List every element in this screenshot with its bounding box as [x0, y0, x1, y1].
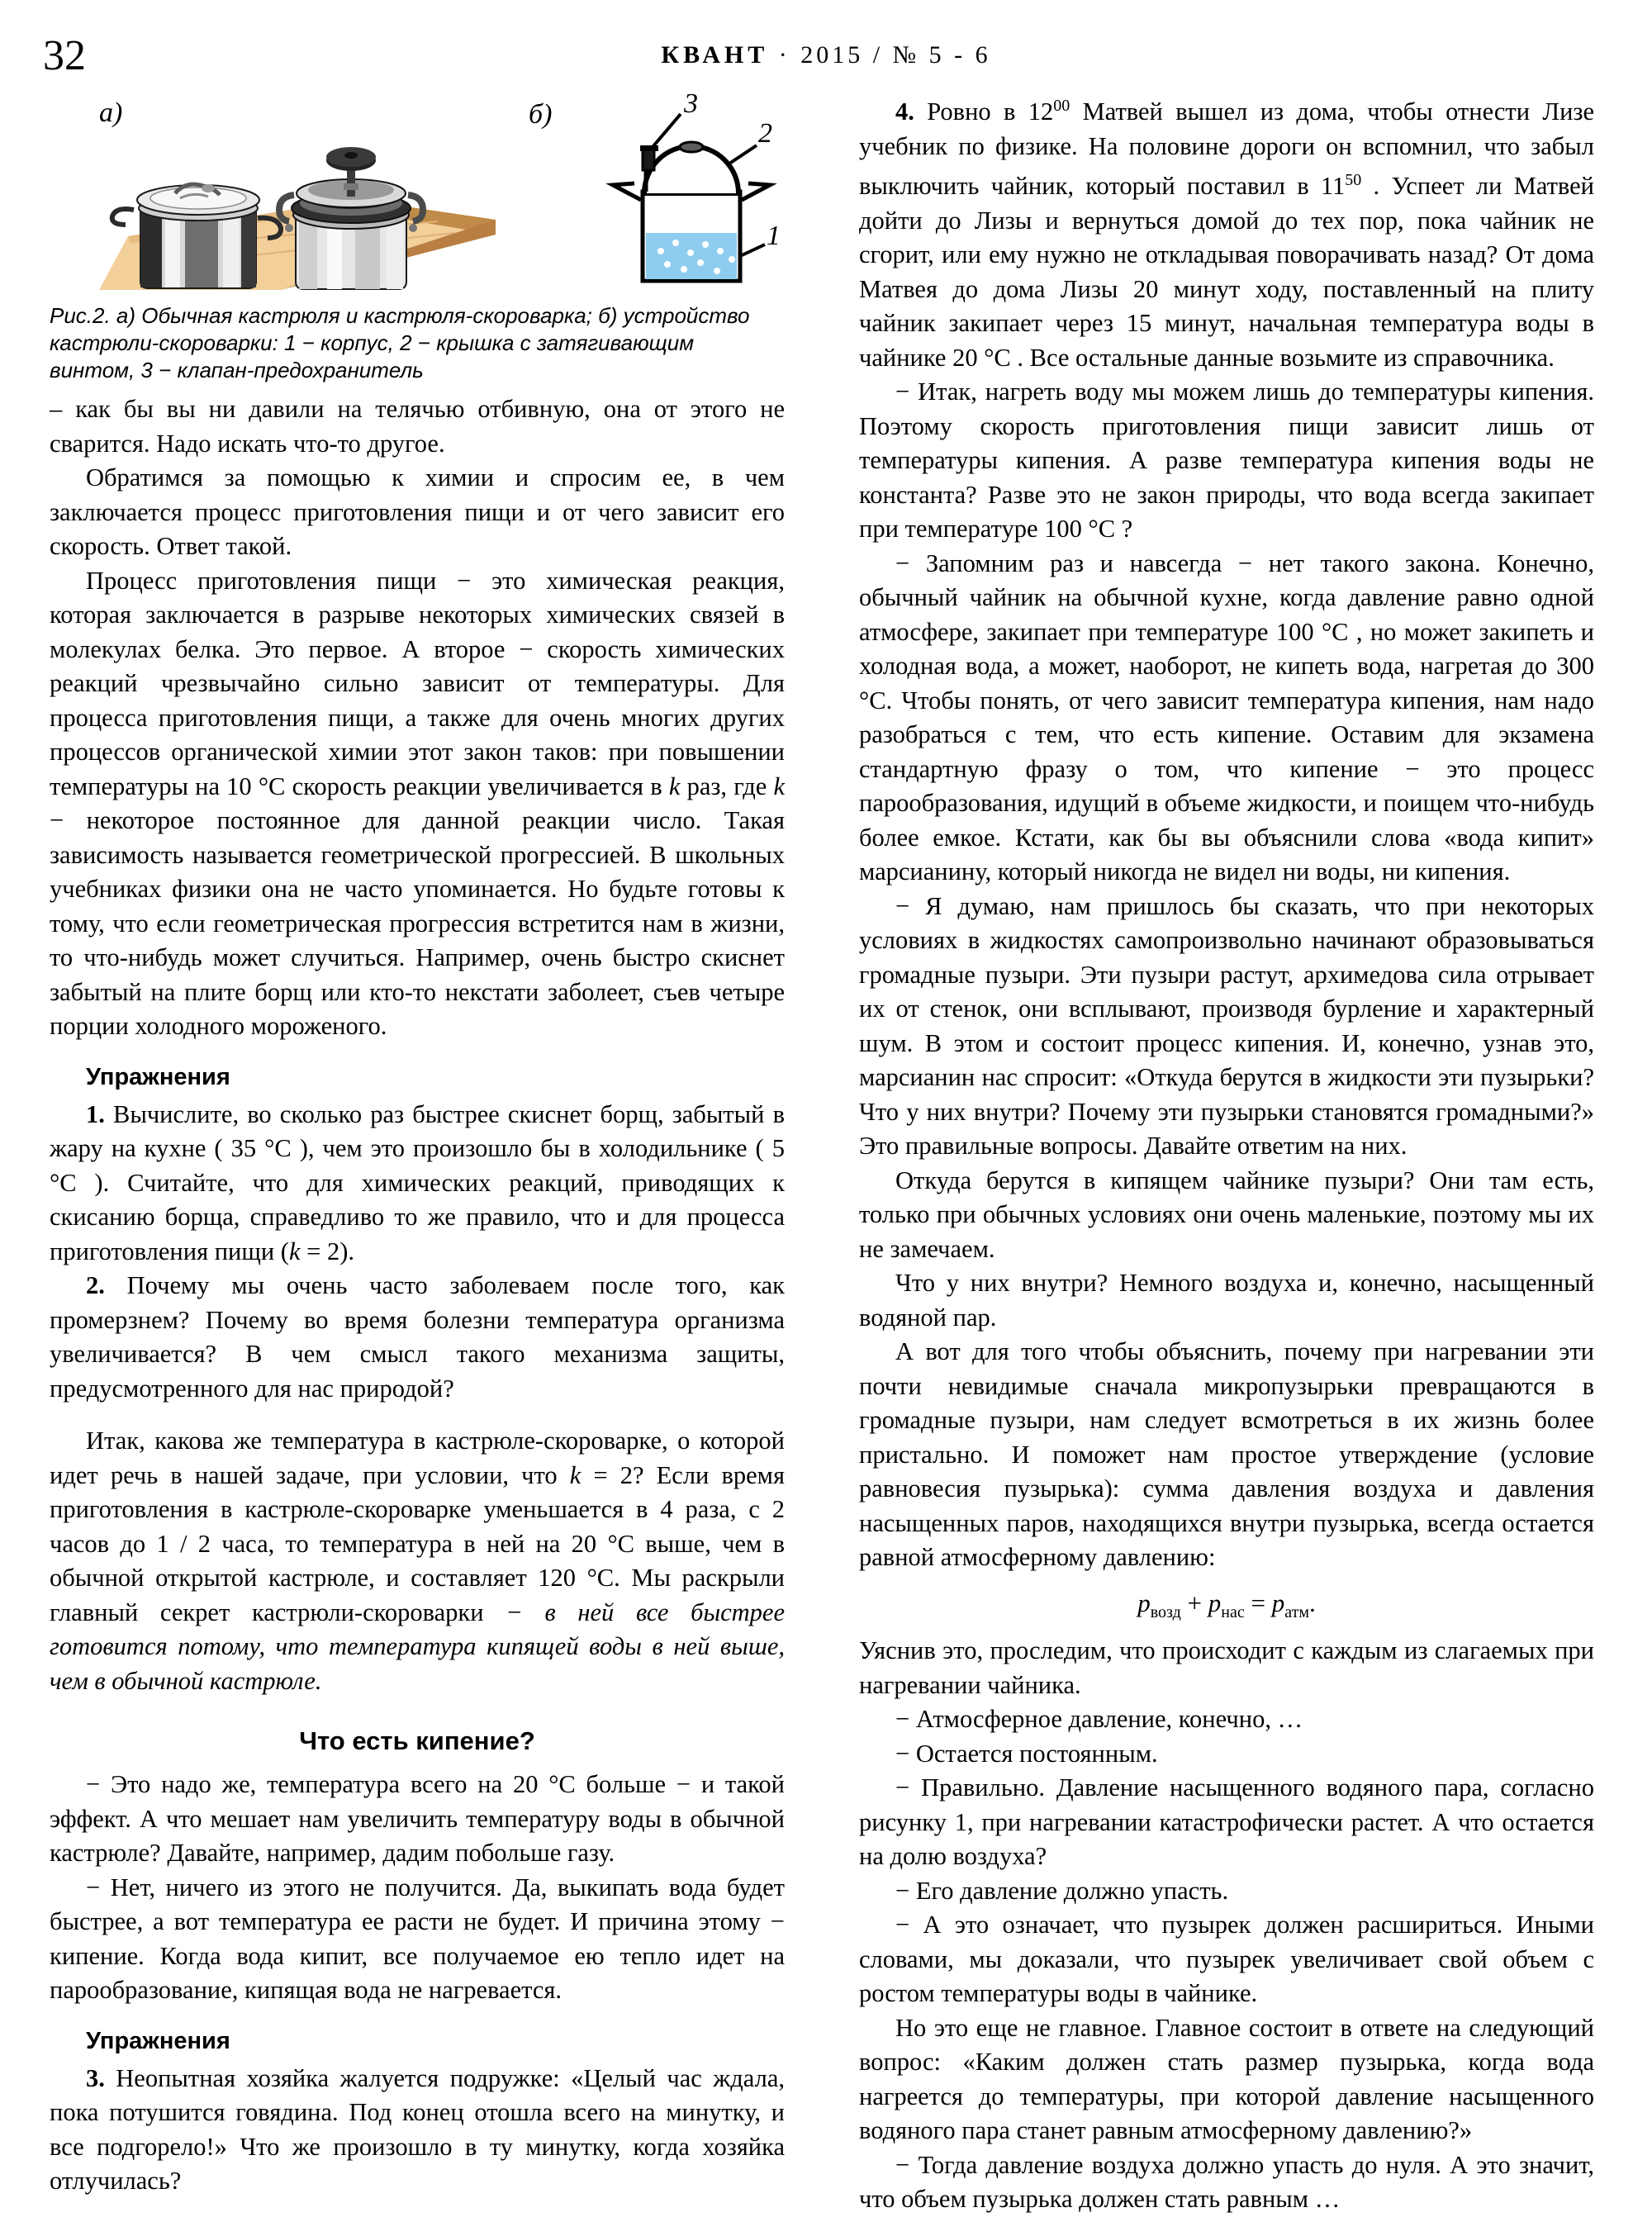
exercise-4-text-c: . Успеет ли Матвей дойти до Лизы и вернуться домой до тех пор, пока чайник не сгорит, или ему нужно не откладывая поворачивать назад? От дома Матвея до дома Лизы 20 минут ходу, поставленный на плиту чайник закипает через 15 минут, начальная температура воды в чайнике 20 °С . Все остальные данные возьмите из справочника. [859, 172, 1595, 372]
paragraph-l3-part-c: − некоторое постоянное для данной реакции число. Такая зависимость называется геометрической прогрессией. В школьных учебниках физики она не часто упоминается. Но будьте готовы к тому, что если геометрическая прогрессия встретится нам в жизни, то что-нибудь может случиться. Например, очень быстро скиснет забытый на плите борщ или кто-то некстати заболеет, съев четыре порции холодного мороженого. [50, 806, 785, 1040]
paragraph-l2: Обратимся за помощью к химии и спросим ее, в чем заключается процесс приготовления пищи и от чего зависит его скорость. Ответ такой. [50, 463, 785, 560]
formula-sub-vozd: возд [1150, 1603, 1181, 1621]
exercise-1 [50, 1098, 785, 1270]
exercise-4-time-1-sup: 00 [1053, 97, 1070, 115]
callout-3: 3 [684, 94, 698, 119]
exercise-1-number: 1. [86, 1099, 105, 1128]
paragraph-l1: – как бы вы ни давили на телячью отбивную, она от этого не сварится. Надо искать что-то другое. [50, 395, 785, 458]
formula-p-3: p [1271, 1588, 1285, 1617]
paragraph-r5: Что у них внутри? Немного воздуха и, конечно, насыщенный водяной пар. [859, 1269, 1594, 1332]
paragraph-r1: − Итак, нагреть воду мы можем лишь до температуры кипения. Поэтому скорость приготовления пищи зависит лишь от температуры кипения. А разве температура кипения воды не константа? Разве это не закон природы, что вода всегда закипает при температуре 100 °С ? [859, 377, 1594, 544]
equilibrium-formula [859, 1588, 1594, 1622]
exercise-1-text-a: Вычислите, во сколько раз быстрее скиснет борщ, забытый в жару на кухне ( 35 °С ), чем это произошло бы в холодильнике ( 5 °С ). Считайте, что для химических реакций, приводящих к скисанию борща, справедливо то же правило, что и для процесса приготовления пищи ( [50, 1099, 785, 1265]
paragraph-r8: − Атмосферное давление, конечно, … [895, 1705, 1303, 1733]
exercise-4-text-b: Матвей вышел из дома, чтобы отнести Лизе учебник по физике. На половине дороги он вспомнил, что забыл выключить чайник, который поставил в 11 [859, 97, 1594, 201]
right-column [859, 89, 1594, 2217]
exercise-4-text-a: Ровно в 12 [914, 97, 1054, 126]
pots-illustration [83, 112, 496, 290]
journal-title-line [0, 41, 1652, 69]
exercise-4-number: 4. [895, 97, 914, 126]
exercise-4-time-2-sup: 50 [1345, 171, 1362, 190]
paragraph-r3: − Я думаю, нам пришлось бы сказать, что при некоторых условиях в жидкостях самопроизвольно начинают образовываться громадные пузыри. Эти пузыри растут, архимедова сила отрывает их от стенок, они всплывают, производя бурление и характерный шум. В этом и состоит процесс кипения. И, конечно, узнав это, марсианин нас спросит: «Откуда берутся в жидкости эти пузырьки? Что у них внутри? Почему эти пузырьки становятся громадными?» Это правильные вопросы. Давайте ответим на них. [859, 891, 1594, 1161]
left-column [50, 91, 785, 2199]
paragraph-l4-part-b: = 2? Если время приготовления в кастрюле-скороварке уменьшается в 4 раза, с 2 часов до 1 / 2 часа, то температура в ней на 20 °С выше, чем в обычной открытой кастрюле, и составляет 120 °С. Мы раскрыли главный секрет кастрюли-скороварки [50, 1460, 786, 1626]
exercise-2-text: Почему мы очень часто заболеваем после того, как промерзнем? Почему во время болезни температура организма увеличивается? В чем смысл такого механизма защиты, предусмотренного для нас природой? [50, 1271, 785, 1403]
paragraph-l4-part-a: Итак, какова же температура в кастрюле-скороварке, о которой идет речь в нашей задаче, при условии, что [50, 1427, 785, 1489]
page-number: 32 [43, 32, 86, 79]
heading-what-is-boiling: Что есть кипение? [299, 1726, 535, 1755]
paragraph-l4-variable-k: k [569, 1460, 582, 1489]
formula-plus: + [1187, 1588, 1203, 1617]
exercise-3-number: 3. [86, 2063, 105, 2092]
formula-period: . [1308, 1588, 1316, 1617]
formula-sub-nas: нас [1221, 1603, 1245, 1621]
callout-2: 2 [758, 118, 772, 149]
figure-label-a: а) [99, 97, 123, 128]
paragraph-r14: − Тогда давление воздуха должно упасть до нуля. А это значит, что объем пузырька должен стать равным … [859, 2150, 1594, 2213]
callout-1: 1 [767, 221, 781, 251]
paragraph-r12: − А это означает, что пузырек должен расшириться. Иными словами, мы доказали, что пузырек увеличивает свой объем с ростом температуры воды в чайнике. [859, 1911, 1594, 2007]
paragraph-l3-part-a: Процесс приготовления пищи − это химическая реакция, которая заключается в разрыве некоторых химических связей в молекулах белка. Это первое. А второе − скорость химических реакций чрезвычайно сильно зависит от температуры. Для процесса приготовления пищи, а также для очень многих других процессов органической химии этот закон таков: при повышении температуры на 10 °С скорость реакции увеличивается в [50, 566, 785, 800]
exercise-1-variable-k: k [288, 1237, 301, 1265]
paragraph-r6: А вот для того чтобы объяснить, почему при нагревании эти почти невидимые сначала микропузырьки превращаются в громадные пузыри, нам следует всмотреться в их жизнь более пристально. И поможет нам простое утверждение (условие равновесия пузырька): сумма давления воздуха и давления насыщенных паров, находящихся внутри пузырька, всегда остается равной атмосферному давлению: [859, 1337, 1594, 1572]
formula-p-1: p [1137, 1588, 1151, 1617]
figure-caption: Рис.2. а) Обычная кастрюля и кастрюля-скороварка; б) устройство кастрюли-скороварки: 1 − корпус, 2 − крышка с затягивающим винтом, 3 − клапан-предохранитель [50, 303, 750, 382]
exercise-2-number: 2. [86, 1271, 105, 1299]
exercise-3 [50, 2062, 785, 2199]
paragraph-l5: − Это надо же, температура всего на 20 °С больше − и такой эффект. А что мешает нам увеличить температуру воды в обычной кастрюле? Давайте, например, дадим побольше газу. [50, 1770, 785, 1867]
journal-issue: 2015 / № 5 - 6 [800, 41, 991, 69]
exercise-3-text: Неопытная хозяйка жалуется подружке: «Целый час ждала, пока потушится говядина. Под конец отошла всего на минутку, и все подгорело!» Что же произошло в ту минутку, когда хозяйка отлучилась? [50, 2063, 785, 2195]
paragraph-r2: − Запомним раз и навсегда − нет такого закона. Конечно, обычный чайник на обычной кухне, когда давление равно одной атмосфере, закипает при температуре 100 °С , но может закипеть и холодная вода, а может, наоборот, не кипеть вода, нагретая до 300 °С. Чтобы понять, от чего зависит температура кипения, нам надо разобраться с тем, что есть кипение. Оставим для экзамена стандартную фразу о том, что кипение − это процесс парообразования, идущий в объеме жидкости, и поищем что-нибудь более емкое. Кстати, как бы вы объяснили слова «вода кипит» марсианину, который никогда не видел ни воды, ни кипения. [859, 548, 1594, 886]
figure-2 [50, 91, 785, 297]
paragraph-l3-part-b: раз, где [680, 771, 774, 800]
paragraph-r7: Уяснив это, проследим, что происходит с каждым из слагаемых при нагревании чайника. [859, 1636, 1594, 1699]
pressure-cooker [279, 147, 423, 289]
formula-p-2: p [1208, 1588, 1222, 1617]
paragraph-l3 [50, 564, 785, 1044]
paragraph-r4: Откуда берутся в кипящем чайнике пузыри? Они там есть, только при обычных условиях они очень маленькие, поэтому мы их не замечаем. [859, 1165, 1594, 1263]
heading-exercises-1: Упражнения [86, 1063, 230, 1090]
heading-exercises-2: Упражнения [86, 2027, 230, 2054]
exercise-4 [859, 89, 1594, 375]
journal-separator: · [778, 41, 790, 69]
formula-equals: = [1251, 1588, 1265, 1617]
paragraph-r13: Но это еще не главное. Главное состоит в ответе на следующий вопрос: «Каким должен стать размер пузырька, когда вода нагреется до температуры, при которой давление насыщенного водяного пара станет равным атмосферному давлению?» [859, 2013, 1594, 2144]
paragraph-l4 [50, 1424, 785, 1698]
variable-k-1: k [668, 771, 681, 800]
running-head [0, 31, 1652, 81]
paragraph-r10: − Правильно. Давление насыщенного водяного пара, согласно рисунку 1, при нагревании катастрофически растет. А что остается на долю воздуха? [859, 1773, 1594, 1870]
exercise-1-text-b: = 2). [300, 1237, 354, 1265]
pressure-cooker-schematic [595, 94, 785, 284]
variable-k-2: k [773, 771, 785, 800]
formula-sub-atm: атм [1284, 1603, 1309, 1621]
figure-label-b: б) [529, 99, 553, 130]
paragraph-r11: − Его давление должно упасть. [895, 1876, 1229, 1905]
paragraph-r9: − Остается постоянным. [895, 1739, 1158, 1768]
journal-name: КВАНТ [661, 41, 769, 69]
exercise-2 [50, 1269, 785, 1406]
paragraph-l6: − Нет, ничего из этого не получится. Да, выкипать вода будет быстрее, а вот температура ее расти не будет. И причина этому − кипение. Когда вода кипит, все получаемое ею тепло идет на парообразование, кипящая вода не нагревается. [50, 1873, 785, 2004]
paragraph-l4-emphasis: − в ней все быстрее готовится потому, что температура кипящей воды в ней выше, чем в обычной кастрюле. [50, 1597, 785, 1695]
